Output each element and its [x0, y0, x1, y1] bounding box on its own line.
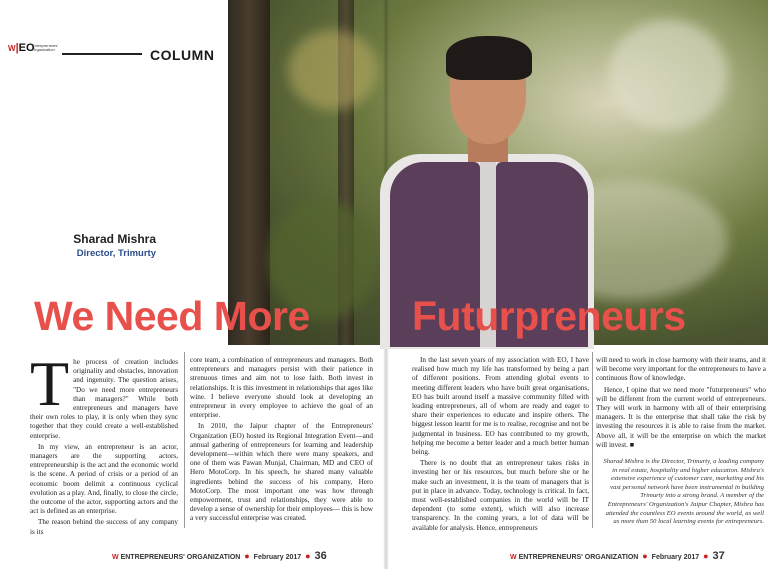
- paragraph: will need to work in close harmony with their teams, and it will become very important for the entrepreneurs to have a continuous flow of knowledge.: [596, 356, 766, 383]
- paragraph: Hence, I opine that we need more "futurpreneurs" who will be different from the current world of entrepreneurs. They will work in harmony with all of their enterprising managers. It is the enterprise that shall take the risk by investing the resources it is able to raise from the market. Above all, it will be the enterprise on which the market will invest. ■: [596, 385, 766, 449]
- column-rule: [592, 352, 593, 528]
- footer-org: ENTREPRENEURS' ORGANIZATION: [120, 554, 241, 561]
- section-label: COLUMN: [150, 47, 215, 63]
- hair: [446, 36, 532, 80]
- footer-org: ENTREPRENEURS' ORGANIZATION: [518, 554, 639, 561]
- footer-date: February 2017: [651, 554, 700, 561]
- author-name: Sharad Mishra: [73, 232, 156, 246]
- header-rule: [62, 53, 142, 55]
- headline-part-2: Futurpreneurs: [412, 293, 686, 339]
- body-column-1: [30, 348, 178, 536]
- author-title: Director, Trimurty: [76, 248, 156, 259]
- paragraph: he process of creation includes originality and obstacles, innovation and ingenuity. The question arises, "Do we need more entrepreneurs than managers?" While both entrepreneurs and managers have their own roles to play, it is only when they sync together that they could create a well-established enterprise.: [30, 358, 178, 440]
- paragraph: The reason behind the success of any company is its: [30, 518, 178, 536]
- paragraph: In my view, an entrepreneur is an actor, managers are the supporting actors, entrepreneurship is the act and the economic world is the scene. A period of crisis or a period of an economic boom delimit a continuous cyclical evolution as a play. And, finally, to close the circle, the outcome of the actor, supporting actors and the act is defined as an enterprise.: [30, 442, 178, 516]
- footer-right: [510, 550, 725, 562]
- eo-logo-subtext: Entrepreneurs' Organization: [32, 43, 59, 52]
- body-column-3: [412, 356, 589, 532]
- footer-left: [112, 550, 327, 562]
- bullet-icon: ●: [305, 551, 311, 561]
- author-bio: Sharad Mishra is the Director, Trimurty, a leading company in real estate, hospitality and higher education. Mishra's extensive experience of customer care, marketing and his vast personal network have been instrumental in building Trimurty into a strong brand. A member of the Entrepreneurs' Organization's Jaipur Chapter, Mishra has attended the countless EO events around the world, as well as more than 50 local learning events for entrepreneurs.: [603, 458, 764, 526]
- paragraph: In 2010, the Jaipur chapter of the Entrepreneurs' Organization (EO) hosted its Regional Integration Event—and annual gathering of entrepreneurs for learning and leadership development—within which there were many speakers, and one of them was Pawan Munjal, Chairman, MD and CEO of Hero MotoCorp. In his speech, he shared many valuable ingredients behind the success of his company, Hero MotoCorp. The most important one was how through empowerment, trust and relationships, they were able to develop a sense of ownership for their employees— this is how a very successful enterprise was created.: [190, 422, 373, 523]
- bullet-icon: ●: [642, 551, 648, 561]
- page-number: 36: [314, 550, 327, 562]
- paragraph: In the last seven years of my association with EO, I have realised how much my life has transformed by being a part of different positions. From attending global events to meeting different leaders who have built great organisations, EO has built around itself a massive community filled with leading entrepreneurs, all of whom are ready and eager to share their experiences to educate and inspire others. The biggest lesson learnt for me is to realise, recognise and not be judgmental in business. EO has contributed to my growth, helping me become a better leader and a much better human being.: [412, 356, 589, 457]
- paragraph: There is no doubt that an entrepreneur takes risks in investing her or his resources, but much before she or he make such an investment, it is the team of managers that is put in place in advance. Today, technology is critical. In fact, most well-established companies in the world will be IT dependent (to some extent), which will also increase transparency. In the coming years, a lot of data will be available for analysis. Hence, entrepreneurs: [412, 459, 589, 532]
- footer-date: February 2017: [253, 554, 302, 561]
- headline-part-1: We Need More: [34, 293, 310, 339]
- body-column-4: [596, 356, 766, 456]
- drop-cap: T: [30, 348, 70, 419]
- bullet-icon: ●: [244, 551, 250, 561]
- page-number: 37: [712, 550, 725, 562]
- bullet-icon: ●: [703, 551, 709, 561]
- column-rule: [184, 352, 185, 528]
- footer-mark: W: [510, 554, 517, 561]
- footer-mark: W: [112, 554, 119, 561]
- bokeh: [608, 20, 728, 130]
- paragraph: core team, a combination of entrepreneurs and managers. Both entrepreneurs and managers persist with their patience in strenuous times and aim not to lose faith. Both invest in relationships. It is this investment in relationships that ages like wine. I believe everyone should look at developing an entrepreneur in every employee to achieve the goal of an enterprise.: [190, 356, 373, 420]
- eo-logo: W|EO: [8, 42, 35, 54]
- body-column-2: [190, 356, 373, 526]
